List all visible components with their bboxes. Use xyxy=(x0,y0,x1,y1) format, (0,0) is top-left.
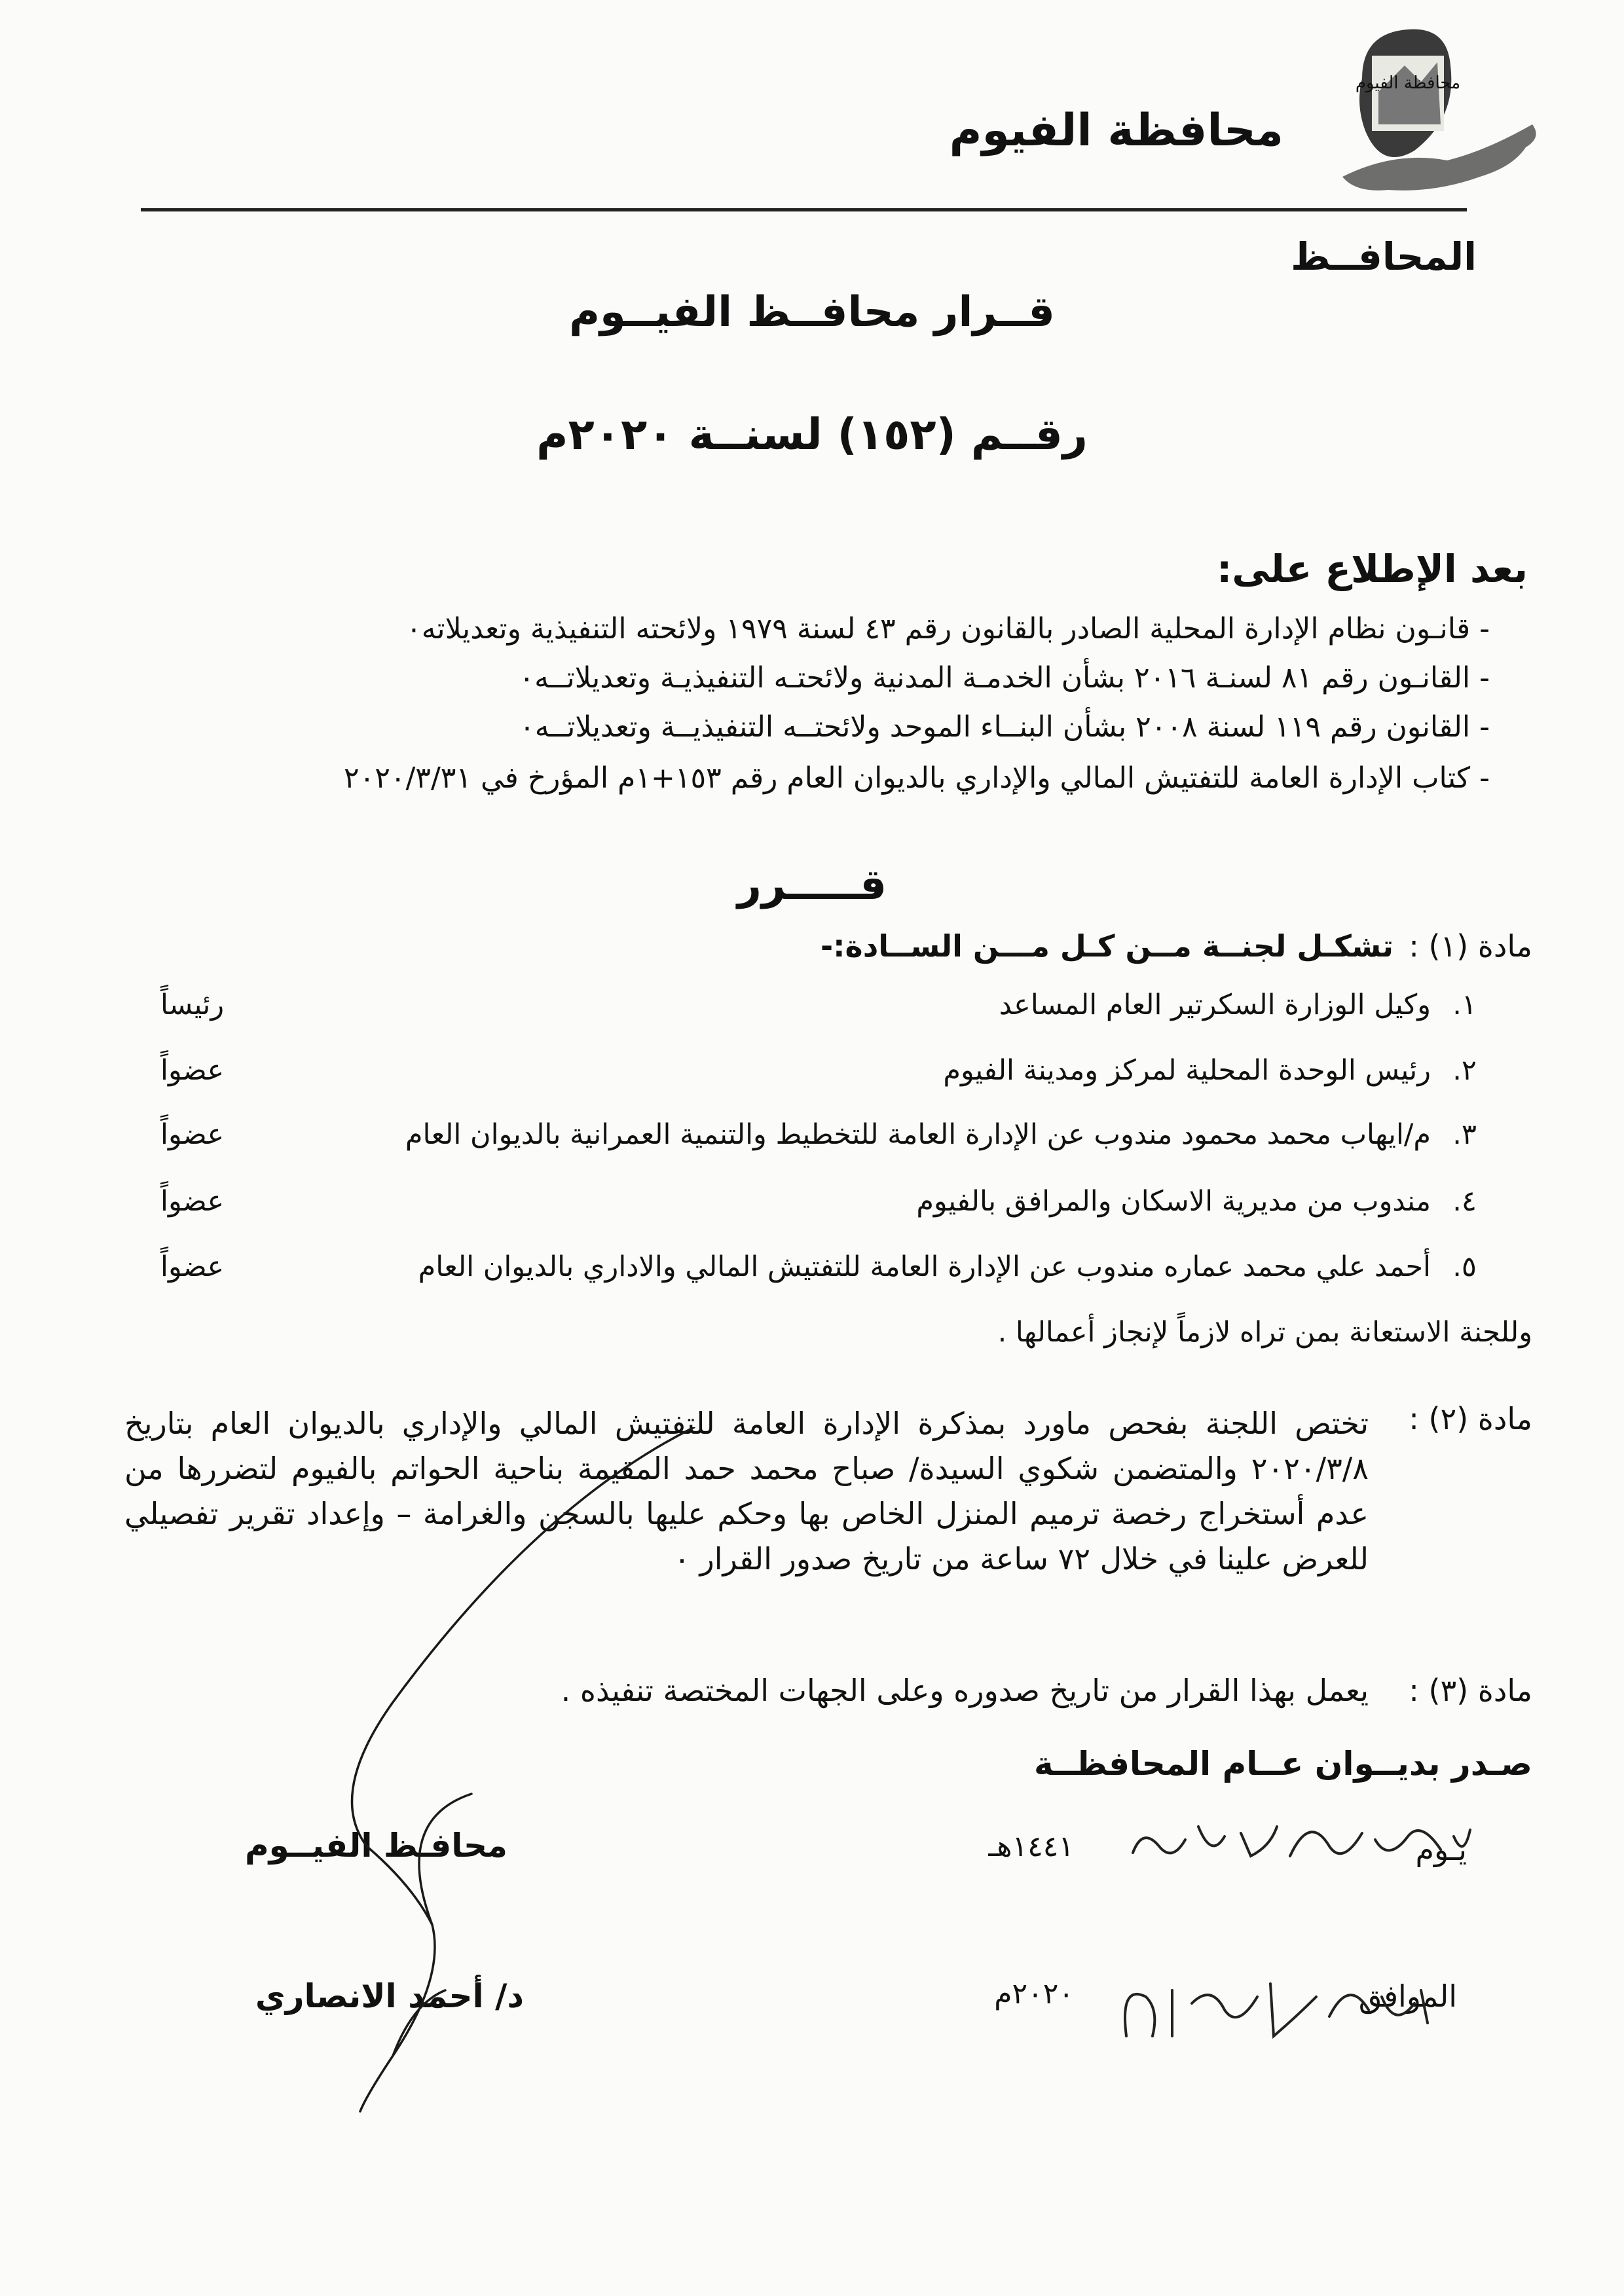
member-name: وكيل الوزارة السكرتير العام المساعد xyxy=(999,989,1431,1021)
preamble-item: - قانـون نظام الإدارة المحلية الصادر بالقانون رقم ٤٣ لسنة ١٩٧٩ ولائحته التنفيذية وتعديلاته٠ xyxy=(406,612,1490,646)
hijri-year: ١٤٤١هـ xyxy=(988,1830,1074,1863)
committee-member-row xyxy=(160,1054,1477,1100)
header-title: محافظة الفيوم xyxy=(949,105,1283,156)
decision-number: رقــم (١٥٢) لسنــة ٢٠٢٠م xyxy=(536,409,1088,460)
member-name: مندوب من مديرية الاسكان والمرافق بالفيوم xyxy=(916,1185,1431,1218)
header-divider xyxy=(141,208,1467,211)
handwritten-gregorian-date xyxy=(1107,1958,1447,2056)
preamble-heading: بعد الإطلاع على: xyxy=(1217,547,1528,591)
member-number: ٥. xyxy=(1452,1250,1477,1283)
article-3-text: يعمل بهذا القرار من تاريخ صدوره وعلى الجهات المختصة تنفيذه . xyxy=(561,1673,1369,1708)
member-role: عضواً xyxy=(160,1118,225,1151)
member-name: أحمد علي محمد عماره مندوب عن الإدارة العامة للتفتيش المالي والاداري بالديوان العام xyxy=(418,1250,1431,1283)
article-1-label: مادة (١) : xyxy=(1409,928,1532,964)
governorate-logo xyxy=(1316,26,1545,203)
article-1-text: تشكـل لجنــة مــن كـل مـــن الســادة:- xyxy=(821,928,1393,964)
member-number: ٤. xyxy=(1452,1185,1477,1218)
member-role: عضواً xyxy=(160,1250,225,1283)
governor-title: محافـظ الفيــوم xyxy=(244,1827,507,1865)
article-2-text: تختص اللجنة بفحص ماورد بمذكرة الإدارة العامة للتفتيش المالي والإداري بالديوان العام بتاريخ ٢٠٢٠/٣/٨ والمتضمن شكوي السيدة/ صباح محمد حمد المقيمة بناحية الحواتم بالفيوم لتضررها من عدم أستخراج رخصة ترميم المنزل الخاص بها وحكم عليها بالسجن والغرامة – وإعداد تقرير تفصيلي للعرض علينا في خلال ٧٢ ساعة من تاريخ صدور القرار ٠ xyxy=(124,1406,1369,1576)
committee-support-note: وللجنة الاستعانة بمن تراه لازماً لإنجاز أعمالها . xyxy=(997,1316,1532,1349)
preamble-item: - القانـون رقم ٨١ لسنـة ٢٠١٦ بشأن الخدمـة المدنية ولائحتـه التنفيذيـة وتعديلاتــه٠ xyxy=(519,661,1490,695)
governor-signature xyxy=(196,1427,720,2115)
member-role: رئيساً xyxy=(160,989,225,1021)
corresponding-label: الموافق xyxy=(1358,1978,1457,2014)
committee-member-row xyxy=(160,1250,1477,1296)
decision-title: قــرار محافــظ الفيــوم xyxy=(569,288,1055,337)
preamble-item: - القانون رقم ١١٩ لسنة ٢٠٠٨ بشأن البنــاء الموحد ولائحتــه التنفيذيــة وتعديلاتــه٠ xyxy=(519,710,1490,744)
member-number: ٢. xyxy=(1452,1054,1477,1087)
member-name: رئيس الوحدة المحلية لمركز ومدينة الفيوم xyxy=(943,1054,1431,1087)
article-3-label: مادة (٣) : xyxy=(1409,1673,1532,1708)
resolved-heading: قـــــرر xyxy=(737,861,887,909)
member-number: ١. xyxy=(1452,989,1477,1021)
office-label: المحافــظ xyxy=(1291,234,1477,279)
member-name: م/ايهاب محمد محمود مندوب عن الإدارة العامة للتخطيط والتنمية العمرانية بالديوان العام xyxy=(405,1118,1431,1151)
committee-member-row xyxy=(160,1118,1477,1164)
logo-text: محافظة الفيوم xyxy=(1355,73,1461,93)
member-role: عضواً xyxy=(160,1185,225,1218)
committee-member-row xyxy=(160,989,1477,1034)
preamble-item: - كتاب الإدارة العامة للتفتيش المالي والإداري بالديوان العام رقم ١٥٣+١م المؤرخ في ٢٠٢٠/٣/٣١ xyxy=(343,761,1490,795)
article-2-label: مادة (٢) : xyxy=(1409,1401,1532,1436)
issued-statement: صـدر بديــوان عــام المحافظــة xyxy=(1033,1745,1532,1783)
member-role: عضواً xyxy=(160,1054,225,1087)
handwritten-hijri-date xyxy=(1113,1800,1480,1886)
day-label: يـوم xyxy=(1415,1832,1467,1867)
governor-name: د/ أحمد الانصاري xyxy=(255,1977,524,2015)
committee-member-row xyxy=(160,1185,1477,1231)
gregorian-year: ٢٠٢٠م xyxy=(994,1977,1074,2011)
member-number: ٣. xyxy=(1452,1118,1477,1151)
